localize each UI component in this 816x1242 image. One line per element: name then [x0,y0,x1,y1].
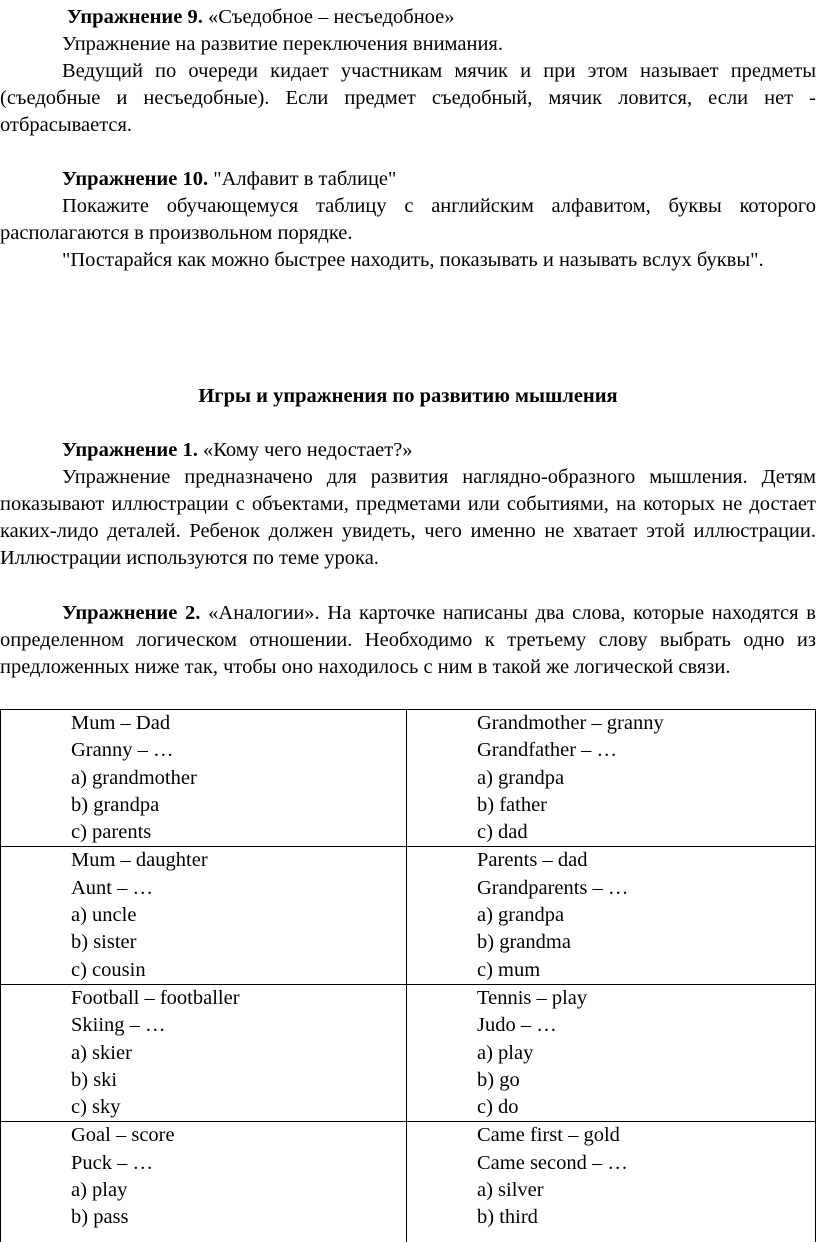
table-row [1,847,816,984]
exercise-10-heading [62,166,396,193]
cell-line: Mum – Dad [71,712,171,734]
cell-line: c) dad [477,821,528,844]
cell-line: Came first – gold [477,1124,620,1147]
cell-line: b) go [477,1068,520,1091]
cell-line: Came second – … [477,1151,628,1174]
analogies-table [0,709,816,1242]
cell-line: a) grandpa [477,766,565,789]
cell-line: Mum – daughter [71,849,208,872]
exercise-10-name: "Алфавит в таблице" [208,168,397,190]
cell-line: b) sister [71,931,137,954]
cell-line: b) grandma [477,931,571,954]
table-row [1,984,816,1121]
cell-line: Granny – … [71,739,174,762]
table-cell [407,984,816,1121]
cell-line: c) mum [477,958,541,981]
cell-line: b) grandpa [71,793,160,816]
exercise-2-text [0,600,816,681]
cell-line: Judo – … [477,1014,557,1037]
cell-line: a) grandpa [477,904,565,927]
exercise-9-heading [67,4,455,31]
cell-line: Grandparents – … [477,876,629,899]
cell-line: a) skier [71,1041,132,1064]
exercise-10-title: Упражнение 10. [62,168,209,190]
cell-line: a) grandmother [71,766,197,789]
table-row [1,710,816,847]
cell-line: b) father [477,793,547,816]
exercise-1-heading [62,437,413,464]
cell-line: b) ski [71,1068,118,1091]
cell-line: a) silver [477,1179,544,1202]
cell-line: Puck – … [71,1151,153,1174]
table-cell [407,710,816,847]
table-cell [1,847,407,984]
table-cell [407,847,816,984]
exercise-9-name: «Съедобное – несъедобное» [202,6,455,28]
cell-line: Skiing – … [71,1014,166,1037]
exercise-2-title: Упражнение 2. [62,602,201,624]
cell-line: b) third [477,1206,538,1229]
exercise-9-text: Ведущий по очереди кидает участникам мячик и при этом называет предметы (съедобные и несъедобные). Если предмет съедобный, мячик ловится, если нет - отбрасывается. [0,60,816,136]
cell-line: a) uncle [71,904,137,927]
table-cell [407,1122,816,1242]
cell-line: Tennis – play [477,986,588,1009]
cell-line: c) do [477,1096,519,1119]
cell-line: Grandmother – granny [477,712,664,734]
cell-line: Parents – dad [477,849,588,872]
cell-line: c) parents [71,821,152,844]
cell-line: Aunt – … [71,876,153,899]
exercise-10-text-1: Покажите обучающемуся таблицу с английским алфавитом, буквы которого располагаются в произвольном порядке. [0,195,816,244]
section-title: Игры и упражнения по развитию мышления [198,385,618,407]
cell-line: a) play [477,1041,534,1064]
table-cell [1,710,407,847]
exercise-9-title: Упражнение 9. [67,6,203,28]
exercise-1-text: Упражнение предназначено для развития наглядно-образного мышления. Детям показывают иллюстрации с объектами, предметами или событиями, на которых не достает каких-лидо деталей. Ребенок должен увидеть, чего именно не хватает этой иллюстрации. Иллюстрации используются по теме урока. [0,466,816,569]
cell-line: b) pass [71,1206,129,1229]
cell-line: Football – footballer [71,986,240,1009]
table-row [1,1122,816,1242]
cell-line: c) cousin [71,958,146,981]
cell-line: c) sky [71,1096,121,1119]
exercise-1-name: «Кому чего недостает?» [197,439,413,461]
table-cell [1,1122,407,1242]
exercise-2-body: «Аналогии». На карточке написаны два слова, которые находятся в определенном логическом отношении. Необходимо к третьему слову выбрать одно из предложенных ниже так, чтобы оно находилось с ним в такой же логической связи. [0,602,816,678]
exercise-10-text-2: "Постарайся как можно быстрее находить, показывать и называть вслух буквы". [62,249,764,271]
cell-line: Goal – score [71,1124,175,1147]
cell-line: a) play [71,1179,128,1202]
exercise-1-title: Упражнение 1. [62,439,198,461]
exercise-9-subtitle: Упражнение на развитие переключения внимания. [62,33,503,55]
table-cell [1,984,407,1121]
cell-line: Grandfather – … [477,739,618,762]
